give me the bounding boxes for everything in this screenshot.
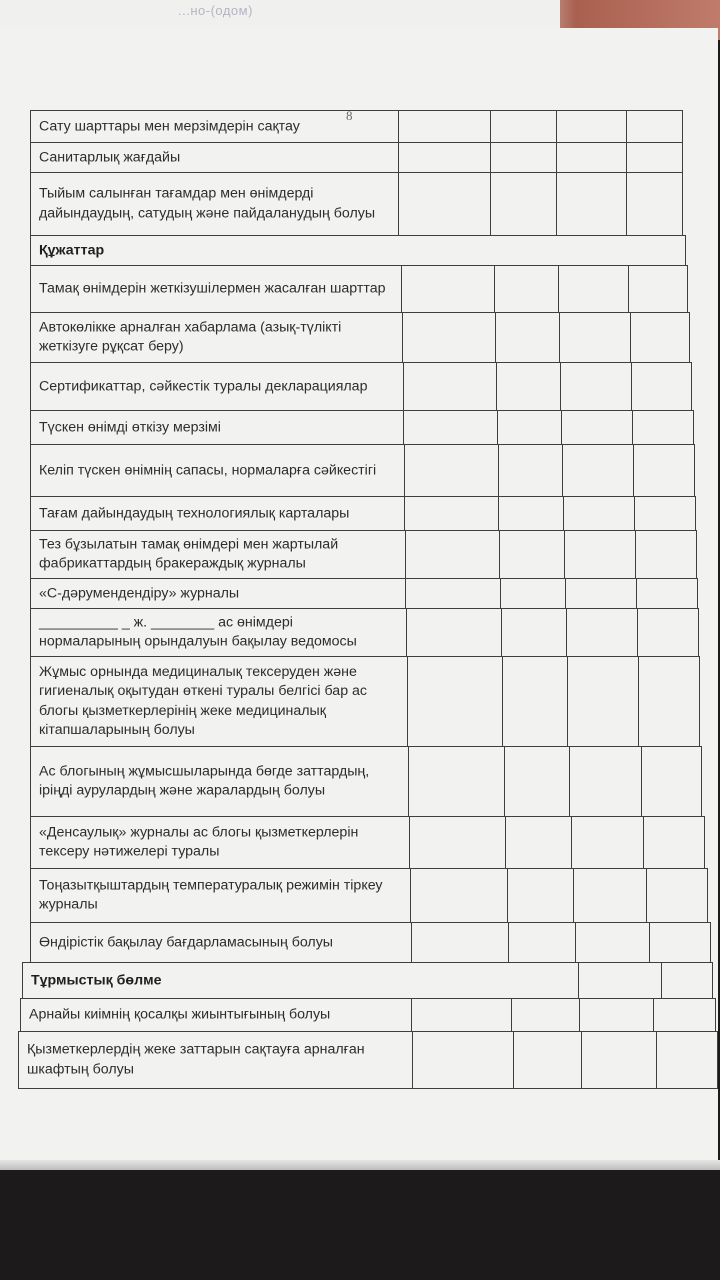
table-row xyxy=(30,608,699,656)
rating-cell-4 xyxy=(633,445,634,496)
rating-cell-4 xyxy=(635,531,636,578)
rating-cell-2 xyxy=(661,963,662,998)
rating-cell-3 xyxy=(561,411,562,444)
rating-cell-2 xyxy=(508,923,509,962)
rating-cell-3 xyxy=(567,657,568,746)
rating-cell-2 xyxy=(490,111,491,142)
rating-cell-1 xyxy=(409,817,410,868)
rating-cell-1 xyxy=(398,143,399,172)
table-bottom-border xyxy=(18,1088,718,1089)
criterion-text: Келіп түскен өнімнің сапасы, нормаларға сәйкестігі xyxy=(39,461,377,478)
rating-cell-1 xyxy=(408,747,409,816)
criterion-text: __________ _ ж. ________ ас өнімдері нормаларының орындалуын бақылау ведомосы xyxy=(39,614,357,650)
rating-cell-4 xyxy=(626,143,627,172)
rating-cell-4 xyxy=(626,111,627,142)
rating-cell-2 xyxy=(511,999,512,1031)
criterion-text: Ас блогының жұмысшыларында бөгде заттардың, іріңді аурулардың және жаралардың болуы xyxy=(39,763,370,799)
rating-cell-2 xyxy=(505,817,506,868)
criterion-text: «С-дәрумендендіру» журналы xyxy=(39,584,240,601)
rating-cell-3 xyxy=(571,817,572,868)
rating-cell-4 xyxy=(649,923,650,962)
criterion-text: Тез бұзылатын тамақ өнімдері мен жартылай фабрикаттардың бракераждық журналы xyxy=(39,536,339,572)
table-row xyxy=(30,496,696,530)
document-page xyxy=(0,28,718,1160)
rating-cell-1 xyxy=(407,657,408,746)
criterion-text: Қызметкерлердің жеке заттарын сақтауға арналған шкафтың болуы xyxy=(27,1041,365,1077)
criterion-text: Тамақ өнімдерін жеткізушілермен жасалған шарттар xyxy=(39,280,386,297)
table-row xyxy=(30,110,683,142)
page-edge xyxy=(0,1160,720,1170)
rating-cell-4 xyxy=(638,657,639,746)
section-title: Құжаттар xyxy=(39,241,105,258)
rating-cell-4 xyxy=(631,363,632,410)
rating-cell-2 xyxy=(490,173,491,235)
rating-cell-2 xyxy=(497,411,498,444)
rating-cell-2 xyxy=(496,363,497,410)
rating-cell-3 xyxy=(579,999,580,1031)
criterion-text: Автокөлікке арналған хабарлама (азық-түлікті жеткізуге рұқсат беру) xyxy=(39,319,342,355)
criterion-text: Өндірістік бақылау бағдарламасының болуы xyxy=(39,933,334,950)
rating-cell-4 xyxy=(636,579,637,608)
rating-cell-3 xyxy=(556,173,557,235)
rating-cell-4 xyxy=(626,173,627,235)
criterion-text: Сату шарттары мен мерзімдерін сақтау xyxy=(39,117,300,134)
table-row xyxy=(30,578,698,608)
rating-cell-3 xyxy=(558,266,559,312)
table-row xyxy=(20,998,716,1031)
rating-cell-1 xyxy=(411,999,412,1031)
criterion-text: Тағам дайындаудың технологиялық карталары xyxy=(39,504,350,521)
rating-cell-3 xyxy=(556,111,557,142)
rating-cell-1 xyxy=(398,111,399,142)
rating-cell-1 xyxy=(412,1032,413,1088)
rating-cell-3 xyxy=(562,445,563,496)
rating-cell-2 xyxy=(507,869,508,922)
criterion-text: Сертификаттар, сәйкестік туралы декларациялар xyxy=(39,377,368,394)
rating-cell-1 xyxy=(403,411,404,444)
criterion-text: Жұмыс орнында медициналық тексеруден және гигиеналық оқытудан өткені туралы белгісі бар ас блогы қызметкерлерінің жеке медициналық кітапшаларының болуы xyxy=(39,663,368,738)
table-row xyxy=(30,530,697,578)
table-row xyxy=(30,922,711,962)
rating-cell-1 xyxy=(402,313,403,362)
rating-cell-2 xyxy=(498,445,499,496)
table-row xyxy=(30,746,702,816)
rating-cell-3 xyxy=(564,531,565,578)
previous-page-text: ...но-(одом) xyxy=(178,3,253,18)
criterion-text: «Денсаулық» журналы ас блогы қызметкерлерін тексеру нәтижелері туралы xyxy=(39,824,359,860)
rating-cell-4 xyxy=(653,999,654,1031)
criterion-text: Тыйым салынған тағамдар мен өнімдерді дайындаудың, сатудың және пайдаланудың болуы xyxy=(39,185,376,221)
rating-cell-4 xyxy=(643,817,644,868)
table-row xyxy=(30,444,695,496)
rating-cell-3 xyxy=(556,143,557,172)
table-row xyxy=(30,312,690,362)
rating-cell-2 xyxy=(490,143,491,172)
rating-cell-3 xyxy=(560,363,561,410)
rating-cell-4 xyxy=(630,313,631,362)
rating-cell-2 xyxy=(502,657,503,746)
rating-cell-1 xyxy=(405,579,406,608)
rating-cell-1 xyxy=(401,266,402,312)
rating-cell-1 xyxy=(404,445,405,496)
rating-cell-4 xyxy=(641,747,642,816)
rating-cell-3 xyxy=(566,609,567,656)
criterion-text: Санитарлық жағдайы xyxy=(39,148,181,165)
rating-cell-4 xyxy=(628,266,629,312)
previous-page-fragment xyxy=(0,0,560,30)
criterion-text: Арнайы киімнің қосалқы жиынтығының болуы xyxy=(29,1006,331,1023)
rating-cell-2 xyxy=(501,609,502,656)
rating-cell-3 xyxy=(569,747,570,816)
rating-cell-1 xyxy=(404,497,405,530)
rating-cell-3 xyxy=(581,1032,582,1088)
rating-cell-2 xyxy=(513,1032,514,1088)
rating-cell-1 xyxy=(406,609,407,656)
table-row xyxy=(30,172,683,235)
rating-cell-4 xyxy=(632,411,633,444)
page-number: 8 xyxy=(346,108,353,123)
criterion-text: Түскен өнімді өткізу мерзімі xyxy=(39,418,221,435)
rating-cell-4 xyxy=(646,869,647,922)
section-header-row xyxy=(22,962,713,998)
table-row xyxy=(30,362,692,410)
table-row xyxy=(30,265,688,312)
rating-cell-1 xyxy=(578,963,579,998)
rating-cell-3 xyxy=(559,313,560,362)
rating-cell-3 xyxy=(563,497,564,530)
rating-cell-3 xyxy=(565,579,566,608)
rating-cell-2 xyxy=(494,266,495,312)
table-row xyxy=(30,142,683,172)
rating-cell-2 xyxy=(499,531,500,578)
criterion-text: Тоңазытқыштардың температуралық режимін тіркеу журналы xyxy=(39,877,383,913)
rating-cell-1 xyxy=(410,869,411,922)
rating-cell-3 xyxy=(573,869,574,922)
rating-cell-4 xyxy=(634,497,635,530)
rating-cell-1 xyxy=(411,923,412,962)
table-row xyxy=(18,1031,718,1088)
rating-cell-1 xyxy=(405,531,406,578)
table-row xyxy=(30,868,708,922)
rating-cell-3 xyxy=(575,923,576,962)
rating-cell-1 xyxy=(398,173,399,235)
table-row xyxy=(30,410,694,444)
rating-cell-2 xyxy=(504,747,505,816)
section-title: Тұрмыстық бөлме xyxy=(31,971,162,988)
table-row xyxy=(30,816,705,868)
rating-cell-2 xyxy=(498,497,499,530)
section-header-row xyxy=(30,235,686,265)
rating-cell-2 xyxy=(495,313,496,362)
rating-cell-4 xyxy=(637,609,638,656)
table-row xyxy=(30,656,700,746)
rating-cell-4 xyxy=(656,1032,657,1088)
rating-cell-1 xyxy=(403,363,404,410)
rating-cell-2 xyxy=(500,579,501,608)
